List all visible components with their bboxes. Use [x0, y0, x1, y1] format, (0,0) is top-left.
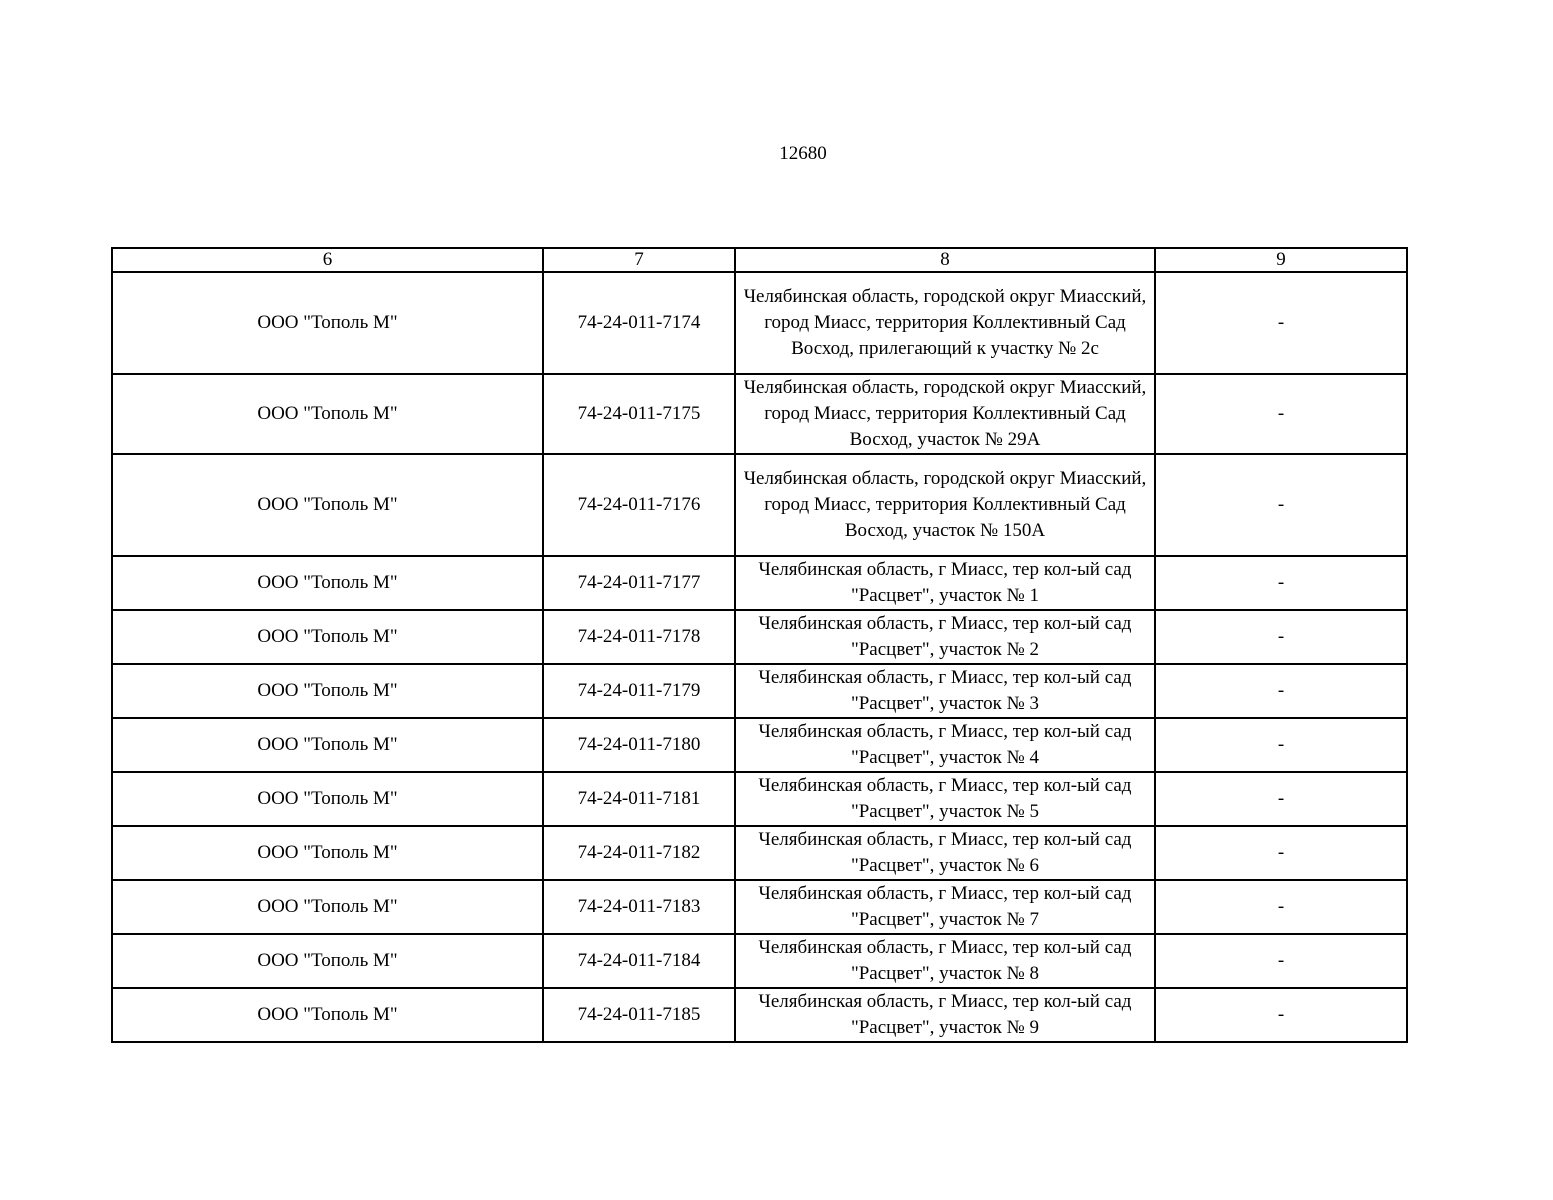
note-cell: - — [1155, 934, 1407, 988]
address-cell: Челябинская область, г Миасс, тер кол-ый сад "Расцвет", участок № 7 — [735, 880, 1155, 934]
address-cell: Челябинская область, г Миасс, тер кол-ый сад "Расцвет", участок № 4 — [735, 718, 1155, 772]
table-row — [112, 454, 1407, 556]
note-cell: - — [1155, 374, 1407, 454]
note-cell: - — [1155, 610, 1407, 664]
address-cell: Челябинская область, г Миасс, тер кол-ый сад "Расцвет", участок № 8 — [735, 934, 1155, 988]
note-cell: - — [1155, 988, 1407, 1042]
table-row — [112, 374, 1407, 454]
note-cell: - — [1155, 556, 1407, 610]
note-cell: - — [1155, 664, 1407, 718]
column-header-7: 7 — [543, 248, 735, 272]
owner-cell: ООО "Тополь М" — [112, 374, 543, 454]
address-cell: Челябинская область, городской округ Миасский, город Миасс, территория Коллективный Сад Восход, участок № 150А — [735, 454, 1155, 556]
address-cell: Челябинская область, г Миасс, тер кол-ый сад "Расцвет", участок № 2 — [735, 610, 1155, 664]
number-cell: 74-24-011-7181 — [543, 772, 735, 826]
owner-cell: ООО "Тополь М" — [112, 772, 543, 826]
table-row — [112, 556, 1407, 610]
address-cell: Челябинская область, г Миасс, тер кол-ый сад "Расцвет", участок № 5 — [735, 772, 1155, 826]
address-cell: Челябинская область, городской округ Миасский, город Миасс, территория Коллективный Сад Восход, участок № 29А — [735, 374, 1155, 454]
owner-cell: ООО "Тополь М" — [112, 664, 543, 718]
table-row — [112, 610, 1407, 664]
owner-cell: ООО "Тополь М" — [112, 272, 543, 374]
note-cell: - — [1155, 772, 1407, 826]
table-row — [112, 718, 1407, 772]
number-cell: 74-24-011-7180 — [543, 718, 735, 772]
table-row — [112, 826, 1407, 880]
table-header-row — [112, 248, 1407, 272]
registry-table — [111, 247, 1408, 1043]
note-cell: - — [1155, 454, 1407, 556]
owner-cell: ООО "Тополь М" — [112, 454, 543, 556]
number-cell: 74-24-011-7175 — [543, 374, 735, 454]
owner-cell: ООО "Тополь М" — [112, 880, 543, 934]
owner-cell: ООО "Тополь М" — [112, 718, 543, 772]
number-cell: 74-24-011-7174 — [543, 272, 735, 374]
owner-cell: ООО "Тополь М" — [112, 610, 543, 664]
owner-cell: ООО "Тополь М" — [112, 934, 543, 988]
address-cell: Челябинская область, г Миасс, тер кол-ый сад "Расцвет", участок № 3 — [735, 664, 1155, 718]
address-cell: Челябинская область, городской округ Миасский, город Миасс, территория Коллективный Сад Восход, прилегающий к участку № 2с — [735, 272, 1155, 374]
number-cell: 74-24-011-7178 — [543, 610, 735, 664]
owner-cell: ООО "Тополь М" — [112, 826, 543, 880]
number-cell: 74-24-011-7184 — [543, 934, 735, 988]
number-cell: 74-24-011-7176 — [543, 454, 735, 556]
number-cell: 74-24-011-7177 — [543, 556, 735, 610]
note-cell: - — [1155, 272, 1407, 374]
address-cell: Челябинская область, г Миасс, тер кол-ый сад "Расцвет", участок № 9 — [735, 988, 1155, 1042]
number-cell: 74-24-011-7182 — [543, 826, 735, 880]
address-cell: Челябинская область, г Миасс, тер кол-ый сад "Расцвет", участок № 6 — [735, 826, 1155, 880]
table-row — [112, 934, 1407, 988]
note-cell: - — [1155, 718, 1407, 772]
number-cell: 74-24-011-7179 — [543, 664, 735, 718]
column-header-8: 8 — [735, 248, 1155, 272]
note-cell: - — [1155, 826, 1407, 880]
table-row — [112, 272, 1407, 374]
number-cell: 74-24-011-7183 — [543, 880, 735, 934]
address-cell: Челябинская область, г Миасс, тер кол-ый сад "Расцвет", участок № 1 — [735, 556, 1155, 610]
table-row — [112, 988, 1407, 1042]
table-row — [112, 880, 1407, 934]
column-header-9: 9 — [1155, 248, 1407, 272]
owner-cell: ООО "Тополь М" — [112, 556, 543, 610]
number-cell: 74-24-011-7185 — [543, 988, 735, 1042]
table-row — [112, 772, 1407, 826]
table-row — [112, 664, 1407, 718]
note-cell: - — [1155, 880, 1407, 934]
column-header-6: 6 — [112, 248, 543, 272]
page-number: 12680 — [779, 143, 827, 164]
owner-cell: ООО "Тополь М" — [112, 988, 543, 1042]
